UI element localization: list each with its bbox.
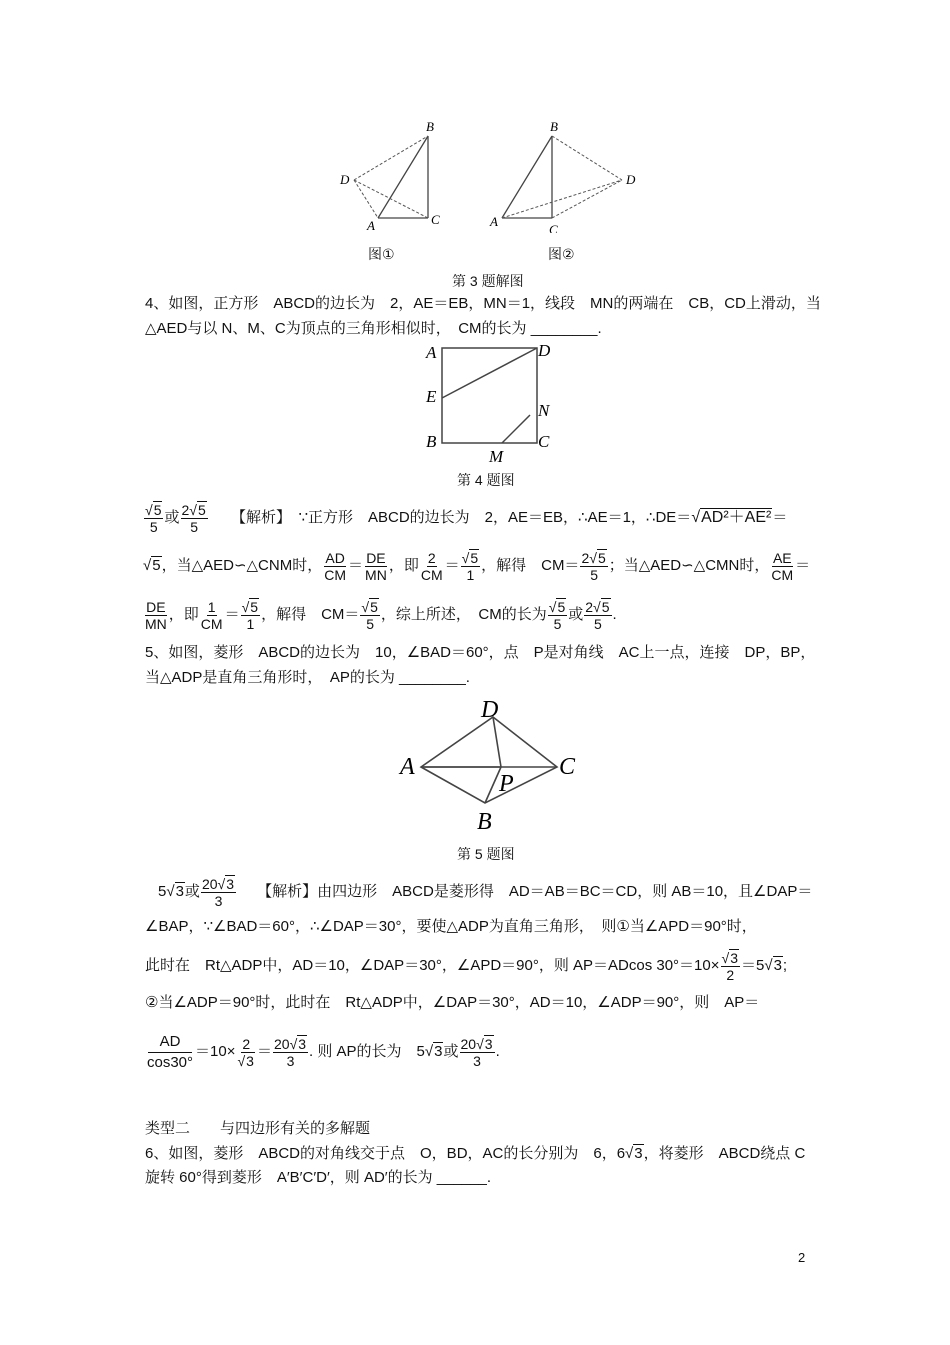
point-label: A — [490, 214, 498, 229]
fraction: $\frac{√5}{1}$ — [461, 549, 479, 583]
a5-line-2: ∠BAP，∵∠BAD＝60°，∴∠DAP＝30°，要使△ADP为直角三角形， 则①当∠APD＝90°时， — [145, 918, 757, 935]
q4-line-1: 4、如图，正方形 ABCD的边长为 2，AE＝EB，MN＝1，线段 MN的两端在 CB，CD上滑动，当 — [145, 295, 821, 312]
fraction: $\frac{√5}{5}$ — [361, 598, 378, 632]
fraction: $\frac{√3}{2}$ — [721, 949, 738, 983]
fraction: $\frac{√5}{5}$ — [548, 598, 566, 632]
point-label: M — [489, 447, 504, 465]
a5-line-4: ②当∠ADP＝90°时，此时在 Rt△ADP中，∠DAP＝30°，AD＝10，∠ADP＝90°，则 AP＝ — [145, 994, 760, 1011]
fraction: $\frac{AD}{CM}$ — [324, 549, 347, 583]
point-label: D — [481, 697, 499, 723]
point-label: D — [538, 341, 551, 360]
fraction: $\frac{1}{CM}$ — [200, 598, 223, 632]
q5-line-2: 当△ADP是直角三角形时， AP的长为 ________. — [145, 669, 470, 686]
point-label: B — [426, 119, 434, 134]
figure-3-caption-2: 图② — [548, 246, 575, 262]
a4-line-1: $\frac{√5}{5}$ 或 $\frac{2√5}{5}$ 【解析】 ∵正方形 ABCD的边长为 2，AE＝EB，∴AE＝1，∴DE＝√AD²＋AE²＝ — [145, 501, 788, 535]
point-label: N — [538, 401, 550, 420]
point-label: D — [626, 172, 636, 187]
fraction: $\frac{AE}{CM}$ — [771, 549, 794, 583]
fraction: $\frac{2}{√3}$ — [237, 1035, 254, 1069]
point-label: A — [426, 343, 437, 362]
fraction: $\frac{AD}{\cos 30^\circ}$ — [147, 1032, 194, 1071]
q4-line-2: △AED与以 N、M、C为顶点的三角形相似时， CM的长为 ________. — [145, 320, 602, 337]
point-label: C — [559, 754, 576, 780]
fraction: $\frac{20√3}{3}$ — [273, 1035, 307, 1069]
figure-4-caption: 第 4 题图 — [457, 472, 515, 488]
fraction: $\frac{DE}{MN}$ — [145, 598, 167, 632]
figure-4-square — [422, 340, 557, 465]
point-label: C — [549, 222, 558, 233]
point-label: B — [477, 809, 492, 835]
a5-line-1: 5√3或 $\frac{20√3}{3}$ 【解析】由四边形 ABCD是菱形得 AD＝AB＝BC＝CD，则 AB＝10，且∠DAP＝ — [158, 875, 813, 909]
fraction: $\frac{2√5}{5}$ — [581, 549, 606, 583]
a5-line-3: 此时在 Rt△ADP中，AD＝10，∠DAP＝30°，∠APD＝90°，则 AP＝ADcos 30°＝10× $\frac{√3}{2}$ ＝5√3; — [145, 949, 788, 983]
point-label: A — [400, 754, 415, 780]
fraction: $\frac{20√3}{3}$ — [201, 875, 234, 909]
point-label: A — [367, 218, 375, 233]
fraction: $\frac{2√5}{5}$ — [181, 501, 206, 535]
page-number: 2 — [798, 1250, 806, 1265]
a4-line-2: √5，当△AED∽△CNM时， $\frac{AD}{CM}$ ＝ $\frac{DE}{MN}$ ，即 $\frac{2}{CM}$ ＝ $\frac{√5}{1}$ ，解得 CM＝ $\frac{2√5}{5}$ ；当△AED∽△CMN时， $\frac{AE}{CM}$ ＝ — [143, 549, 811, 583]
point-label: B — [426, 432, 437, 451]
point-label: C — [538, 432, 550, 451]
point-label: C — [431, 212, 440, 227]
figure-3-diagram-2 — [480, 118, 645, 233]
figure-3-caption-1: 图① — [368, 246, 395, 262]
a5-line-5: $\frac{AD}{\cos 30^\circ}$ ＝10× $\frac{2}{√3}$ ＝ $\frac{20√3}{3}$ . 则 AP的长为 5√3或 $\frac{20√3}{3}$ . — [147, 1032, 500, 1071]
point-label: P — [499, 771, 514, 797]
point-label: D — [340, 172, 350, 187]
fraction: $\frac{√5}{1}$ — [241, 598, 259, 632]
fraction: $\frac{DE}{MN}$ — [365, 549, 387, 583]
figure-3-title: 第 3 题解图 — [452, 273, 524, 289]
point-label: E — [426, 387, 437, 406]
figure-3-diagram-1 — [330, 118, 460, 233]
point-label: B — [550, 119, 558, 134]
a4-line-3: $\frac{DE}{MN}$ ，即 $\frac{1}{CM}$ ＝ $\frac{√5}{1}$ ，解得 CM＝ $\frac{√5}{5}$ ，综上所述， CM的长为 $\frac{√5}{5}$ 或 $\frac{2√5}{5}$ . — [145, 598, 617, 632]
q5-line-1: 5、如图，菱形 ABCD的边长为 10，∠BAD＝60°，点 P是对角线 AC上一点，连接 DP，BP， — [145, 644, 816, 661]
fraction: $\frac{20√3}{3}$ — [460, 1035, 493, 1069]
figure-5-rhombus — [395, 695, 585, 835]
fraction: $\frac{2}{CM}$ — [420, 549, 443, 583]
fraction: $\frac{√5}{5}$ — [145, 501, 162, 535]
q6-line-1: 6、如图，菱形 ABCD的对角线交于点 O，BD，AC的长分别为 6，6√3，将菱形 ABCD绕点 C — [145, 1145, 806, 1162]
fraction: $\frac{2√5}{5}$ — [585, 598, 610, 632]
q6-line-2: 旋转 60°得到菱形 A′B′C′D′，则 AD′的长为 ______. — [145, 1169, 491, 1186]
figure-5-caption: 第 5 题图 — [457, 846, 515, 862]
section-heading: 类型二 与四边形有关的多解题 — [145, 1120, 371, 1137]
